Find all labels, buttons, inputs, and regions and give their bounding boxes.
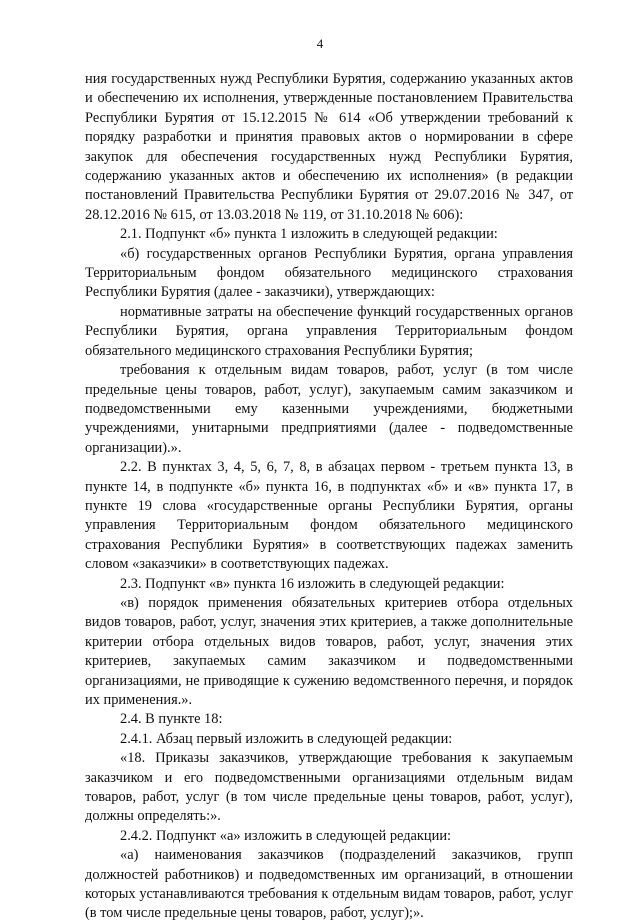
paragraph-2-3: 2.3. Подпункт «в» пункта 16 изложить в следующей редакции:	[120, 575, 505, 592]
page-number: 4	[316, 36, 324, 51]
paragraph-subpoint-v: «в) порядок применения обязательных критериев отбора отдельных видов товаров, работ, услуг, значения этих критериев, а также дополнительные критерии отбора отдельных видов товаров, работ, услуг, значения этих критериев, закупаемых самим заказчиком и подведомственными организациями, не приводящие к сужению ведомственного перечня, и порядок их применения.».	[85, 594, 573, 708]
paragraph-point-18: «18. Приказы заказчиков, утверждающие требования к закупаемым заказчиком и его подведомственными организациями отдельным видам товаров, работ, услуг (в том числе предельные цены товаров, работ, услуг), должны определять:».	[85, 750, 573, 825]
paragraph-requirements: требования к отдельным видам товаров, работ, услуг (в том числе предельные цены товаров, работ, услуг), закупаемым самим заказчиком и подведомственными ему казенными учреждениями, бюджетными учреждениями, унитарными предприятиями (далее - подведомственные организации).».	[85, 362, 573, 456]
paragraph-continuation: ния государственных нужд Республики Бурятия, содержанию указанных актов и обеспечению их исполнения, утвержденные постановлением Правительства Республики Бурятия от 15.12.2015 № 614 «Об утверждении требований к порядку разработки и принятия правовых актов о нормировании в сфере закупок для обеспечения государственных нужд Республики Бурятия, содержанию указанных актов и обеспечению их исполнения» (в редакции постановлений Правительства Республики Бурятия от 29.07.2016 № 347, от 28.12.2016 № 615, от 13.03.2018 № 119, от 31.10.2018 № 606):	[85, 71, 573, 223]
paragraph-normative-costs: нормативные затраты на обеспечение функций государственных органов Республики Бурятия, органа управления Территориальным фондом обязательного медицинского страхования Республики Бурятия;	[85, 303, 573, 359]
paragraph-2-4: 2.4. В пункте 18:	[120, 711, 223, 728]
paragraph-2-4-1: 2.4.1. Абзац первый изложить в следующей редакции:	[120, 730, 453, 747]
paragraph-subpoint-a: «а) наименования заказчиков (подразделений заказчиков, групп должностей работников) и подведомственных им организаций, в отношении которых устанавливаются требования к отдельным видам товаров, работ, услуг (в том числе предельные цены товаров, работ, услуг);».	[85, 847, 573, 922]
paragraph-subpoint-b: «б) государственных органов Республики Бурятия, органа управления Территориальным фондом обязательного медицинского страхования Республики Бурятия (далее - заказчики), утверждающих:	[85, 245, 573, 301]
paragraph-2-4-2: 2.4.2. Подпункт «а» изложить в следующей редакции:	[120, 827, 452, 844]
paragraph-2-1: 2.1. Подпункт «б» пункта 1 изложить в следующей редакции:	[120, 226, 498, 243]
paragraph-2-2: 2.2. В пунктах 3, 4, 5, 6, 7, 8, в абзацах первом - третьем пункта 13, в пункте 14, в подпункте «б» пункта 16, в подпунктах «б» и «в» пункта 17, в пункте 19 слова «государственные органы Республики Бурятия, органы управления Территориальным фондом обязательного медицинского страхования Республики Бурятия» в соответствующих падежах заменить словом «заказчики» в соответствующих падежах.	[85, 459, 573, 573]
document-body	[85, 70, 573, 924]
